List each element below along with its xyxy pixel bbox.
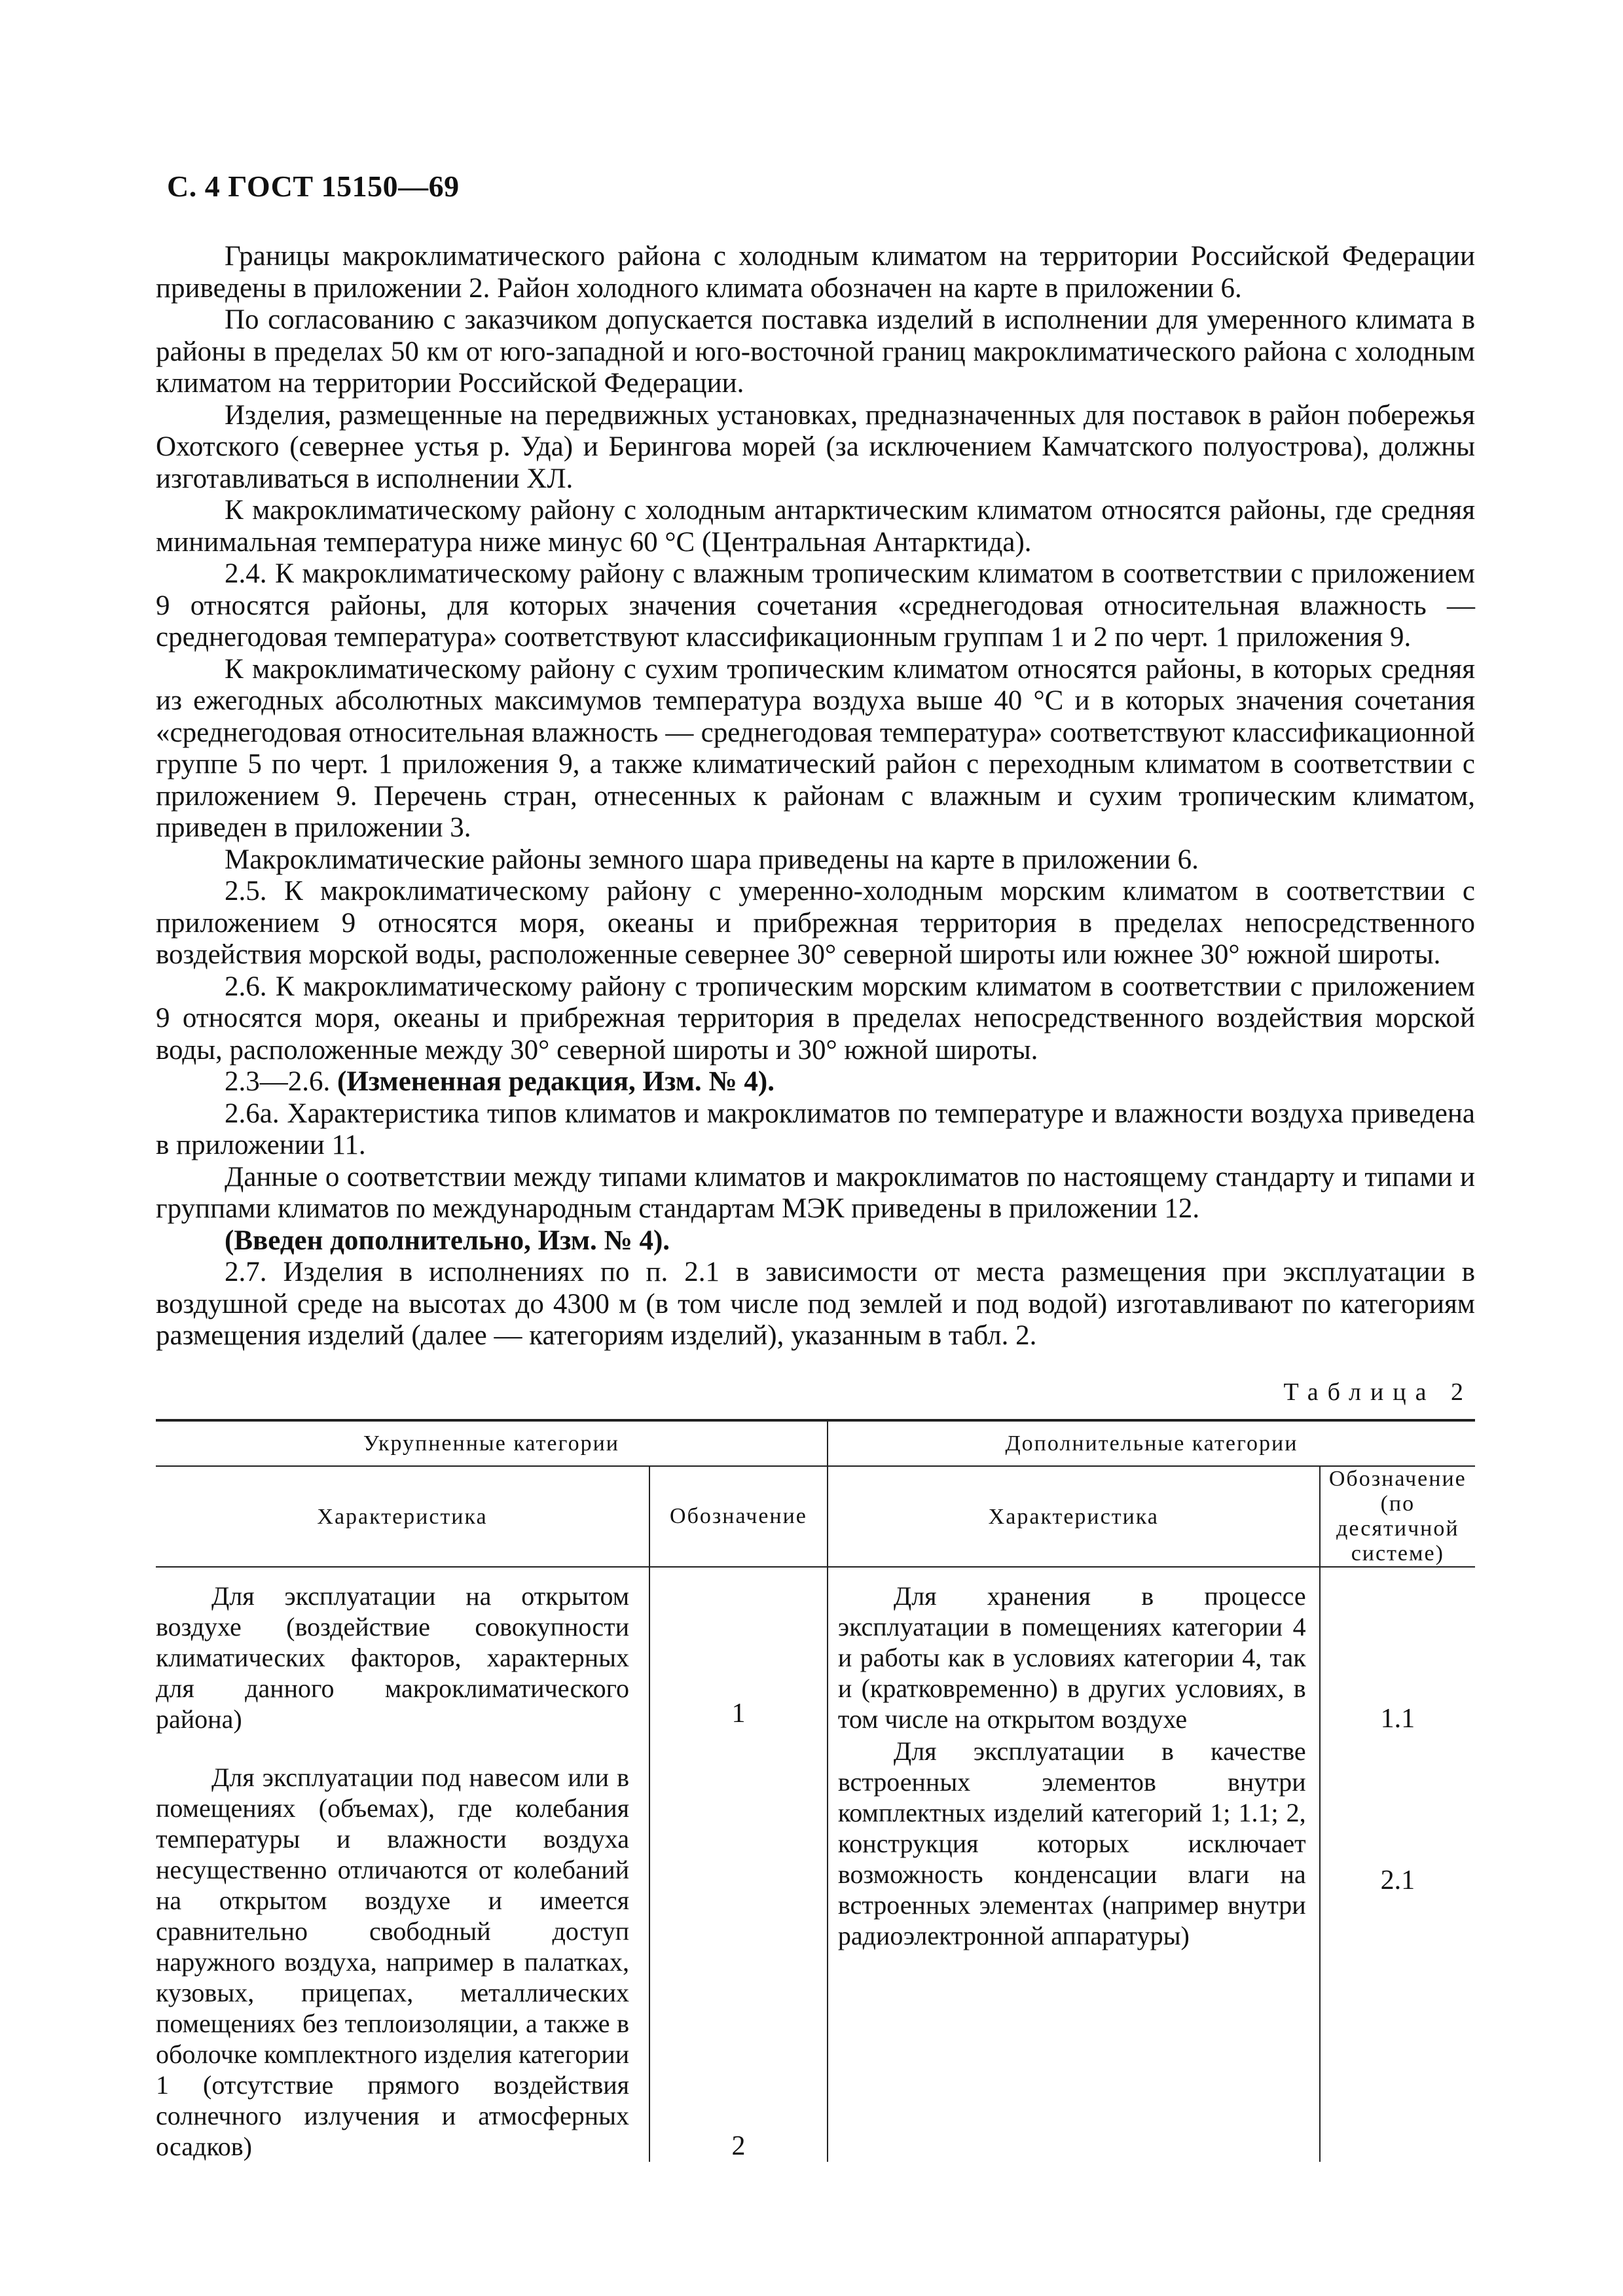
paragraph: Изделия, размещенные на передвижных установках, предназначенных для поставок в район побережья Охотского (севернее устья р. Уда) и Берингова морей (за исключением Камчатского полуострова), должны изготавливаться в исполнении ХЛ. [156, 399, 1475, 494]
category-characteristic: Для хранения в процессе эксплуатации в помещениях категории 4 и работы как в условиях категории 4, так и (кратковременно) в других условиях, в том числе на открытом воздухе [837, 1581, 1306, 1734]
paragraph: К макроклиматическому району с сухим тропическим климатом относятся районы, в которых средняя из ежегодных абсолютных максимумов температура воздуха выше 40 °С и в которых значения сочетания «среднегодовая относительная влажность — среднегодовая температура» соответствуют классификационной группе 5 по черт. 1 приложения 9, а также климатический район с переходным климатом в соответствии с приложением 9. Перечень стран, отнесенных к районам с влажным и сухим тропическим климатом, приведен в приложении 3. [156, 653, 1475, 843]
column-header-characteristic: Характеристика [828, 1466, 1320, 1567]
amendment-bold: (Введен дополнительно, Изм. № 4). [225, 1225, 670, 1256]
group-header-right: Дополнительные категории [828, 1420, 1475, 1466]
categories-table [156, 1419, 1475, 2162]
amendment-prefix: 2.3—2.6. [225, 1066, 337, 1097]
category-code: 2 [649, 1734, 828, 2162]
paragraph: 2.6а. Характеристика типов климатов и макроклиматов по температуре и влажности воздуха приведена в приложении 11. [156, 1098, 1475, 1160]
paragraph: 2.7. Изделия в исполнениях по п. 2.1 в зависимости от места размещения при эксплуатации в воздушной среде на высотах до 4300 м (в том числе под землей и под водой) изготавливают по категориям размещения изделий (далее — категориям изделий), указанным в табл. 2. [156, 1257, 1475, 1351]
amendment-bold: (Измененная редакция, Изм. № 4). [337, 1066, 775, 1097]
category-code: 2.1 [1380, 1865, 1415, 1895]
paragraph: К макроклиматическому району с холодным антарктическим климатом относятся районы, где средняя минимальная температура ниже минус 60 °С (Центральная Антарктида). [156, 495, 1475, 558]
page-header: С. 4 ГОСТ 15150—69 [167, 170, 460, 203]
paragraph: Границы макроклиматического района с холодным климатом на территории Российской Федерации приведены в приложении 2. Район холодного климата обозначен на карте в приложении 6. [156, 241, 1475, 304]
column-header-characteristic: Характеристика [156, 1466, 649, 1567]
paragraph: 2.5. К макроклиматическому району с умеренно-холодным морским климатом в соответствии с приложением 9 относятся моря, океаны и прибрежная территория в пределах непосредственного воздействия морской воды, расположенные севернее 30° северной широты или южнее 30° южной широты. [156, 876, 1475, 970]
amendment-note [156, 1066, 1475, 1098]
paragraph: Данные о соответствии между типами климатов и макроклиматов по настоящему стандарту и типами и группами климатов по международным стандартам МЭК приведены в приложении 12. [156, 1161, 1475, 1224]
category-characteristic: Для эксплуатации под навесом или в помещениях (объемах), где колебания температуры и влажности воздуха несущественно отличаются от колебаний на открытом воздухе и имеется сравнительно свободный доступ наружного воздуха, например в палатках, кузовых, прицепах, металлических помещениях без теплоизоляции, а также в оболочке комплектного изделия категории 1 (отсутствие прямого воздействия солнечного излучения и атмосферных осадков) [156, 1763, 630, 2161]
category-code: 1 [649, 1567, 828, 1734]
group-header-left: Укрупненные категории [156, 1420, 828, 1466]
paragraph: 2.4. К макроклиматическому району с влажным тропическим климатом в соответствии с приложением 9 относятся районы, для которых значения сочетания «среднегодовая относительная влажность — среднегодовая температура» соответствуют классификационным группам 1 и 2 по черт. 1 приложения 9. [156, 558, 1475, 653]
paragraph: Макроклиматические районы земного шара приведены на карте в приложении 6. [225, 844, 1199, 875]
table-caption: Таблица 2 [1283, 1378, 1472, 1406]
column-header-code: Обозначение [649, 1466, 828, 1567]
body-text [156, 241, 1475, 1352]
paragraph: По согласованию с заказчиком допускается поставка изделий в исполнении для умеренного климата в районы в пределах 50 км от юго-западной и юго-восточной границ макроклиматического района с холодным климатом на территории Российской Федерации. [156, 304, 1475, 399]
category-characteristic: Для эксплуатации на открытом воздухе (воздействие совокупности климатических факторов, характерных для данного макроклиматического района) [156, 1581, 630, 1734]
category-characteristic: Для эксплуатации в качестве встроенных элементов внутри комплектных изделий категорий 1; 1.1; 2, конструкция которых исключает возможность конденсации влаги на встроенных элементах (например внутри радиоэлектронной аппаратуры) [837, 1736, 1306, 1950]
category-code: 1.1 [1380, 1704, 1415, 1734]
column-header-decimal-code: Обозначение (по десятичной системе) [1320, 1466, 1475, 1567]
paragraph: 2.6. К макроклиматическому району с тропическим морским климатом в соответствии с приложением 9 относятся моря, океаны и прибрежная территория в пределах непосредственного воздействия морской воды, расположенные между 30° северной широты и 30° южной широты. [156, 971, 1475, 1066]
amendment-note [156, 1225, 1475, 1257]
